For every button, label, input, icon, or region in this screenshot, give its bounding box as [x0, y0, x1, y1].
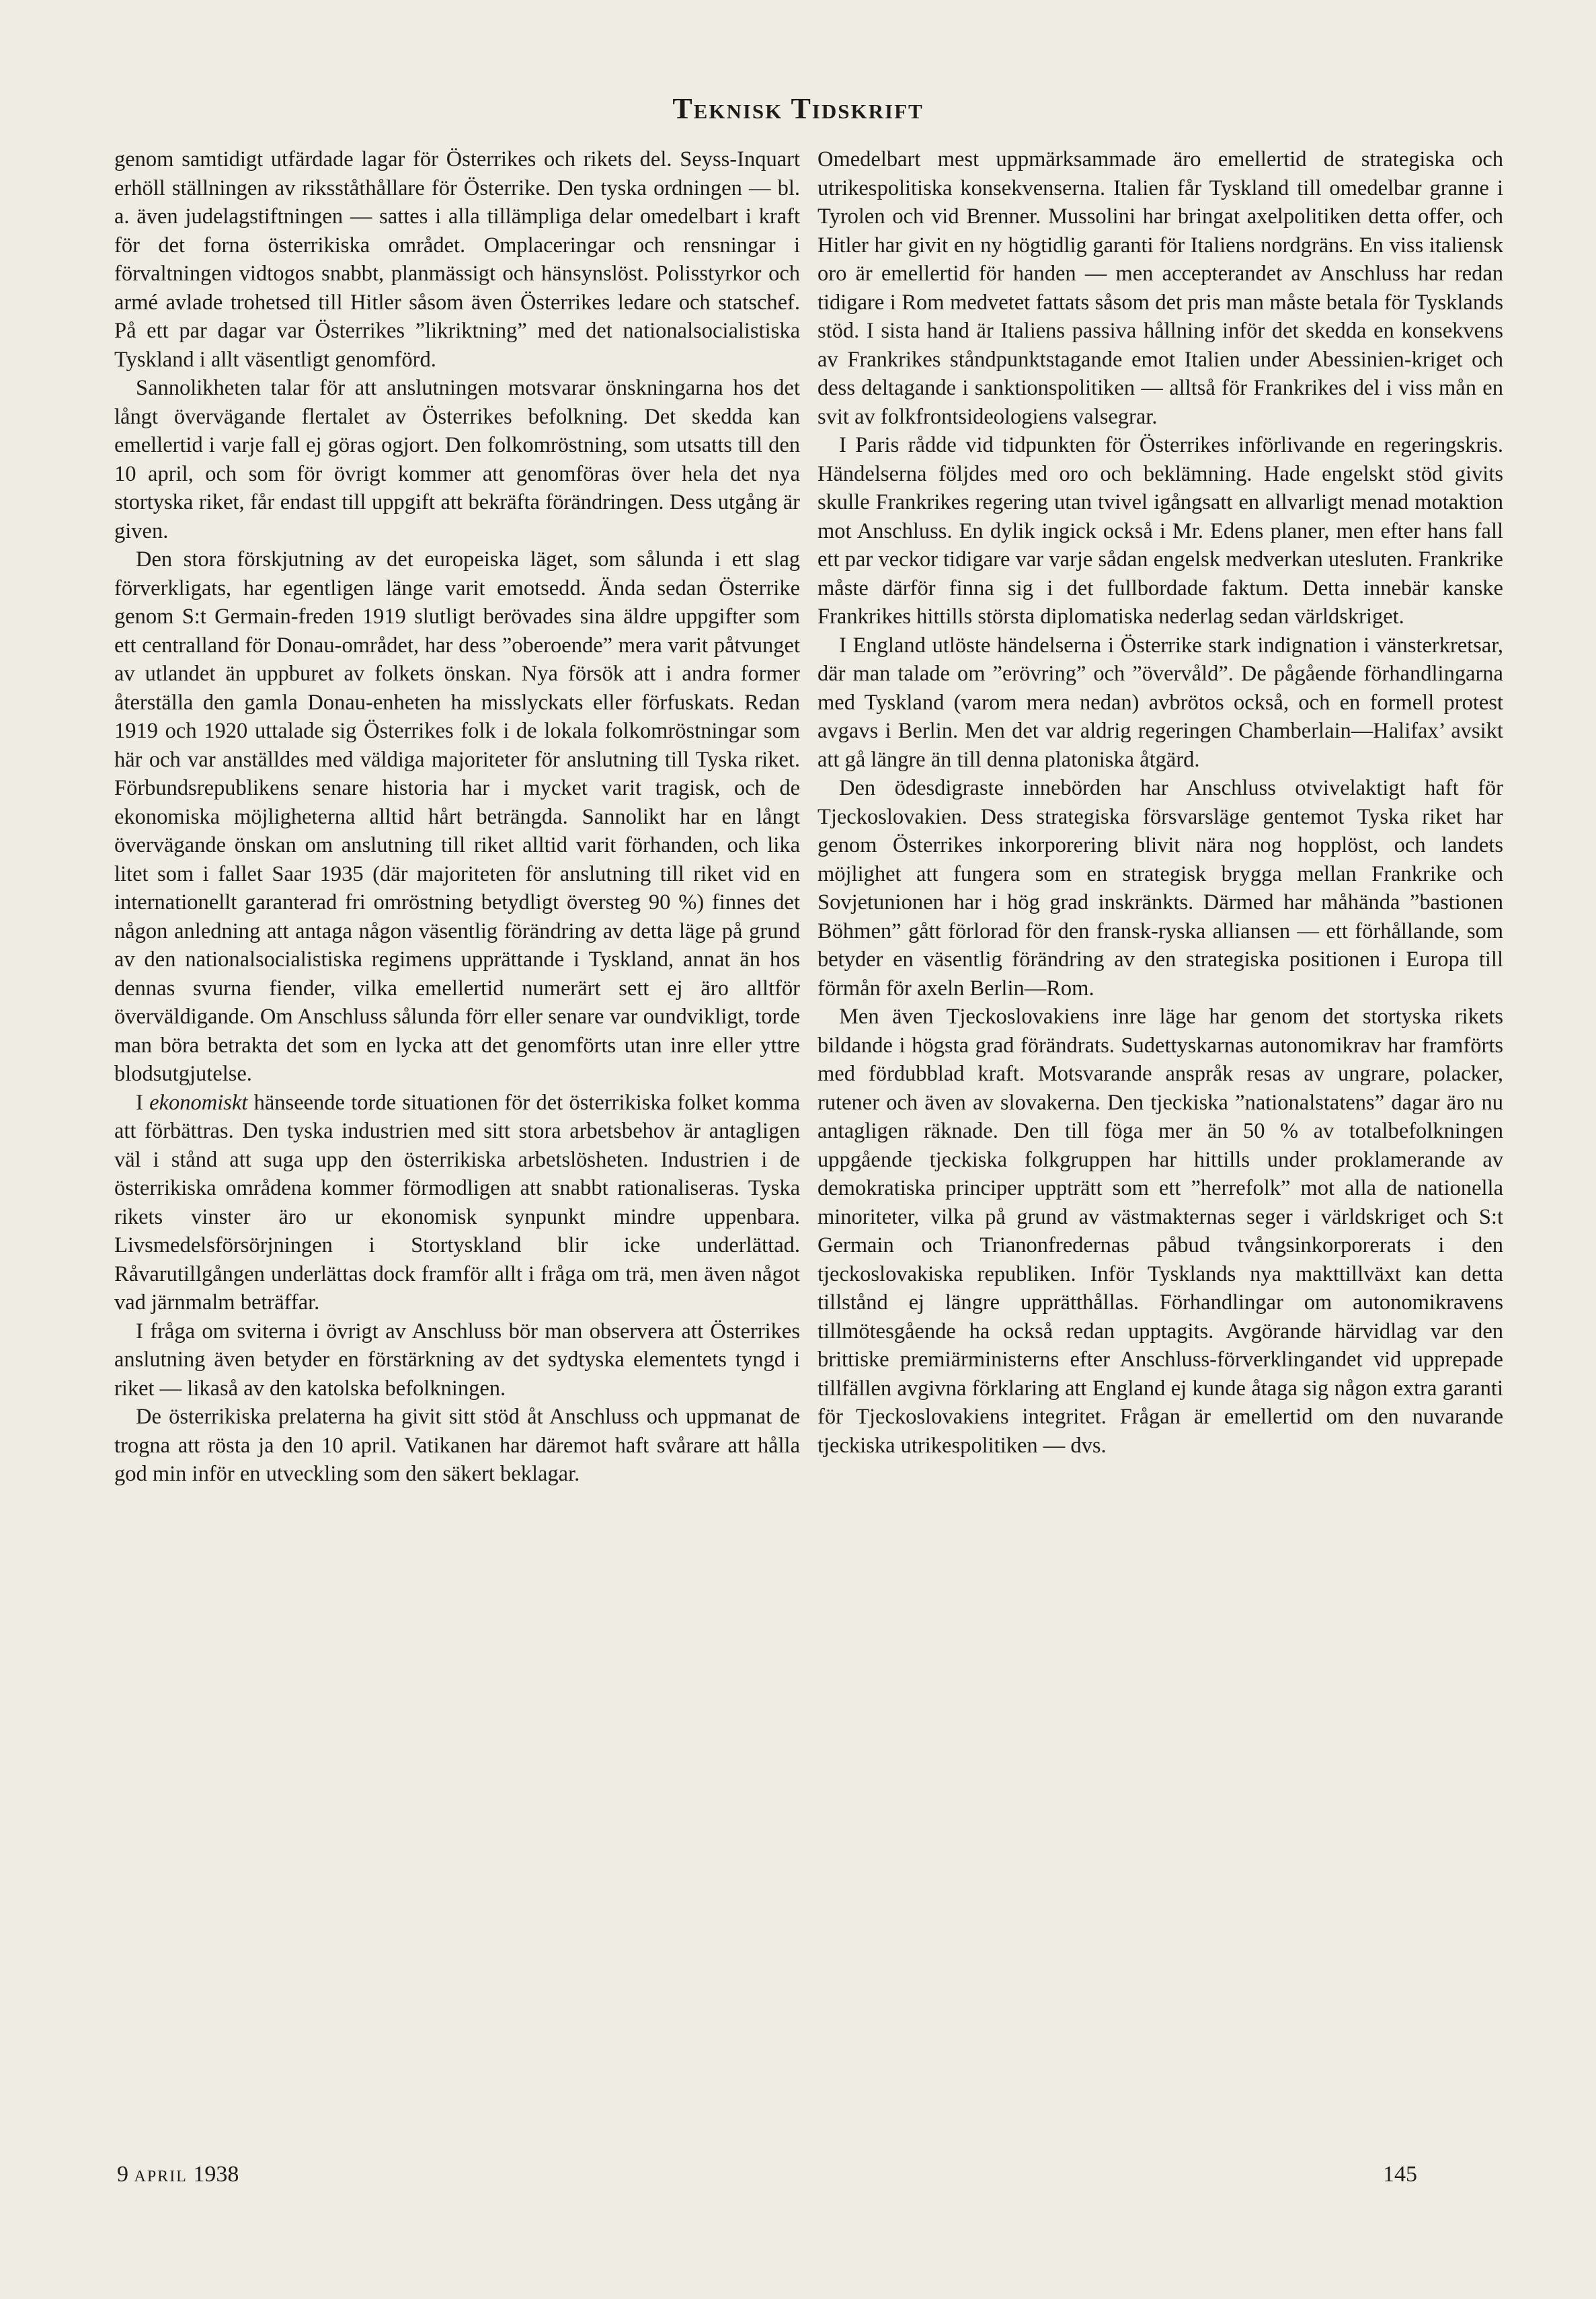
paragraph: Men även Tjeckoslovakiens inre läge har genom det stortyska rikets bildande i högsta grad förändrats. Sudettyskarnas autonomikrav har framförts med fördubblad kraft. Motsvarande anspråk resas av ungrare, polacker, rutener och även av slovakerna. Den tjeckiska ”nationalstatens” dagar äro nu antagligen räknade. Den till föga mer än 50 % av totalbefolkningen uppgående tjeckiska folkgruppen har hittills under proklamerande av demokratiska principer uppträtt som ett ”herrefolk” mot alla de nationella minoriteter, vilka på grund av västmakternas seger i världskriget och S:t Germain och Trianonfredernas påbud tvångsinkorporerats i den tjeckoslovakiska republiken. Inför Tysklands nya makttillväxt kan detta tillstånd ej längre upprätthållas. Förhandlingar om autonomikravens tillmötesgående ha också redan upptagits. Avgörande härvidlag var den brittiske premiärministerns efter Anschluss-förverklingandet vid upprepade tillfällen avgivna förklaring att England ej kunde åtaga sig någon extra garanti för Tjeckoslovakiens integritet. Frågan är emellertid om den nuvarande tjeckiska utrikespolitiken — dvs.: [817, 1005, 1503, 1458]
paragraph: I Paris rådde vid tidpunkten för Österrikes införlivande en regeringskris. Händelserna följdes med oro och beklämning. Hade engelskt stöd givits skulle Frankrikes regering utan tvivel igångsatt en allvarligt menad motaktion mot Anschluss. En dylik ingick också i Mr. Edens planer, men efter hans fall ett par veckor tidigare var varje sådan engelsk medverkan utesluten. Frankrike måste därför finna sig i det fullbordade faktum. Detta innebär kanske Frankrikes hittills största diplomatiska nederlag sedan världskriget.: [817, 433, 1503, 629]
paragraph: Omedelbart mest uppmärksammade äro emellertid de strategiska och utrikespolitiska konsekvenserna. Italien får Tyskland till omedelbar granne i Tyrolen och vid Brenner. Mussolini har bringat axelpolitiken detta offer, och Hitler har givit en ny högtidlig garanti för Italiens nordgräns. En viss italiensk oro är emellertid för handen — men accepterandet av Anschluss har redan tidigare i Rom medvetet fattats såsom det pris man måste betala för Tysklands stöd. I sista hand är Italiens passiva hållning inför det skedda en konsekvens av Frankrikes ståndpunktstagande emot Italien under Abessinien-kriget och dess deltagande i sanktionspolitiken — alltså för Frankrikes del i viss mån en svit av folkfrontsideologiens valsegrar.: [817, 147, 1503, 429]
paragraph-text: I: [136, 1090, 150, 1115]
emphasized-word: ekonomiskt: [149, 1090, 248, 1115]
paragraph: [114, 1089, 800, 1317]
right-column: [817, 145, 1503, 1460]
issue-month: april: [134, 2162, 188, 2187]
paragraph: Den stora förskjutning av det europeiska läget, som sålunda i ett slag förverkligats, har egentligen länge varit emotsedd. Ända sedan Österrike genom S:t Germain-freden 1919 slutligt berövades sina äldre uppgifter som ett centralland för Donau-området, har dess ”oberoende” mera varit påtvunget av utlandet än uppburet av folkets önskan. Nya försök att i andra former återställa den gamla Donau-enheten ha misslyckats eller förfuskats. Redan 1919 och 1920 uttalade sig Österrikes folk i de lokala folkomröstningar som här och var anställdes med väldiga majoriteter för anslutning till Tyska riket. Förbundsrepublikens senare historia har i mycket varit tragisk, och de ekonomiska möjligheterna alltid hårt beträngda. Sannolikt har en långt övervägande önskan om anslutning till riket alltid varit förhanden, och lika litet som i fallet Saar 1935 (där majoriteten för anslutning till riket vid en internationellt garanterad fri omröstning betydligt översteg 90 %) finnes det någon anledning att antaga någon väsentlig förändring av detta läge på grund av den nationalsocialistiska regimens upprättande i Tyskland, annat än hos dennas svurna fiender, vilka emellertid numerärt sett ej äro alltför överväldigande. Om Anschluss sålunda förr eller senare var oundvikligt, torde man böra betrakta det som en lycka att det genomförts utan inre eller yttre blodsutgjutelse.: [114, 547, 800, 1086]
paragraph: De österrikiska prelaterna ha givit sitt stöd åt Anschluss och uppmanat de trogna att rösta ja den 10 april. Vatikanen har däremot haft svårare att hålla god min inför en utveckling som den säkert beklagar.: [114, 1405, 800, 1486]
issue-date: [117, 2162, 239, 2187]
paragraph: I fråga om sviterna i övrigt av Anschluss bör man observera att Österrikes anslutning även betyder en förstärkning av det sydtyska elementets tyngd i riket — likaså av den katolska befolkningen.: [114, 1319, 800, 1401]
issue-year: 1938: [193, 2162, 239, 2187]
paragraph-text: hänseende torde situationen för det österrikiska folket komma att förbättras. Den tyska industrien med sitt stora arbetsbehov är antagligen väl i stånd att suga upp den österrikiska arbetslösheten. Industrien i de österrikiska områdena kommer förmodligen att snabbt rationaliseras. Tyska rikets vinster äro ur ekonomisk synpunkt mindre uppenbara. Livsmedelsförsörjningen i Stortyskland blir icke underlättad. Råvarutillgången underlättas dock framför allt i fråga om trä, men även något vad järnmalm beträffar.: [114, 1090, 800, 1315]
journal-header: Teknisk Tidskrift: [672, 92, 924, 125]
left-column: [114, 145, 800, 1489]
paragraph: Sannolikheten talar för att anslutningen motsvarar önskningarna hos det långt övervägande flertalet av Österrikes befolkning. Det skedda kan emellertid i varje fall ej göras ogjort. Den folkomröstning, som utsatts till den 10 april, och som för övrigt kommer att genomföras över hela det nya stortyska riket, får endast till uppgift att bekräfta förändringen. Dess utgång är given.: [114, 376, 800, 543]
paragraph: I England utlöste händelserna i Österrike stark indignation i vänsterkretsar, där man talade om ”erövring” och ”övervåld”. De pågående förhandlingarna med Tyskland (varom mera nedan) avbrötos också, och en formell protest avgavs i Berlin. Men det var aldrig regeringen Chamberlain—Halifax’ avsikt att gå längre än till denna platoniska åtgärd.: [817, 633, 1503, 772]
paragraph: Den ödesdigraste innebörden har Anschluss otvivelaktigt haft för Tjeckoslovakien. Dess strategiska försvarsläge gentemot Tyska riket har genom Österrikes inkorporering blivit nära nog hopplöst, och landets möjlighet att fungera som en strategisk brygga mellan Frankrike och Sovjetunionen har i hög grad inskränkts. Därmed har måhända ”bastionen Böhmen” gått förlorad för den fransk-ryska alliansen — ett förhållande, som betyder en väsentlig förändring av den strategiska positionen i Europa till förmån för axeln Berlin—Rom.: [817, 776, 1503, 1001]
issue-day: 9: [117, 2162, 128, 2187]
page-number: 145: [1383, 2162, 1417, 2187]
paragraph: genom samtidigt utfärdade lagar för Österrikes och rikets del. Seyss-Inquart erhöll ställningen av riksståthållare för Österrike. Den tyska ordningen — bl. a. även judelagstiftningen — sattes i alla tillämpliga delar omedelbart i kraft för det forna österrikiska området. Omplaceringar och rensningar i förvaltningen vidtogos snabbt, planmässigt och hänsynslöst. Polisstyrkor och armé avlade trohetsed till Hitler såsom även Österrikes ledare och statschef. På ett par dagar var Österrikes ”likriktning” med det nationalsocialistiska Tyskland i allt väsentligt genomförd.: [114, 147, 800, 372]
